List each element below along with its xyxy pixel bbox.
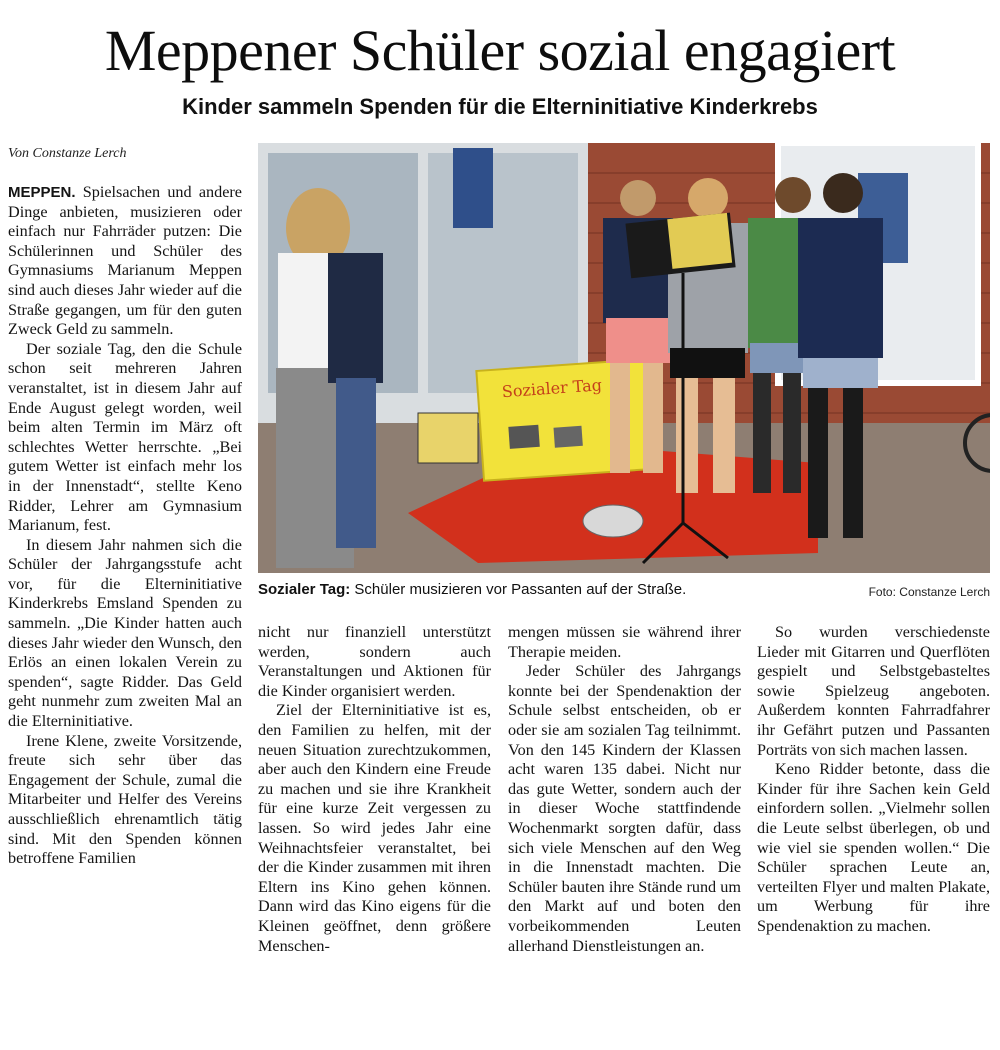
bag [418,413,478,463]
paragraph: In diesem Jahr nahmen sich die Schüler der Jahrgangsstufe acht vor, für die Elterninitiative Kinderkrebs Emsland Spenden zu sammeln. „Die Kinder hatten auch dieses Jahr wieder den Wunsch, den Erlös an einen lokalen Verein zu spenden“, sagte Ridder. Das Geld geht nunmehr zum zweiten Mal an die Elterninitiative. [8,535,242,731]
paragraph: Spielsachen und andere Dinge anbieten, musizieren oder einfach nur Fahrräder putzen: Die Schülerinnen und Schüler des Gymnasiums Marianum Meppen sind auch dieses Jahr wieder auf die Straße gegangen, um für den guten Zweck Geld zu sammeln. [8,183,242,339]
article-photo [258,143,990,573]
paragraph: Ziel der Elterninitiative ist es, den Familien zu helfen, mit der neuen Situation zurechtzukommen, aber auch den Kindern eine Freude zu machen und sie ihre Krankheit für eine kurze Zeit vergessen zu lassen. So wird jedes Jahr eine Weihnachtsfeier veranstaltet, bei der die Kinder zusammen mit ihren Eltern ins Kino gehen können. Dann wird das Kino eigens für die Kleinen geöffnet, denn größere Menschen- [258,701,491,955]
paragraph: Der soziale Tag, den die Schule schon seit mehreren Jahren veranstaltet, ist in diesem Jahr auf Ende August gelegt worden, weil beim alten Termin im März oft schlechtes Wetter herrschte. „Bei gutem Wetter ist einfach mehr los in der Innenstadt“, stellte Keno Ridder, Lehrer am Gymnasium Marianum, fest. [8,339,242,535]
poster-photo [554,426,583,448]
paragraph: mengen müssen sie während ihrer Therapie meiden. [508,623,741,661]
paragraph: Jeder Schüler des Jahrgangs konnte bei der Spendenaktion der Schule selbst entscheiden, ob er oder sie am sozialen Tag teilnimmt. Von den 145 Kindern der Klassen acht waren 135 dabei. Nicht nur das gute Wetter, sondern auch der in dieser Woche stattfindende Wochenmarkt sorgten dafür, dass sich viele Menschen auf den Weg in die Innenstadt machten. Die Schüler bauten ihre Stände rund um den Markt auf und boten den vorbeikommenden Leuten allerhand Dienstleistungen an. [508,662,741,955]
headline: Meppener Schüler sozial engagiert [104,18,896,83]
article-column-1 [8,183,242,869]
byline: Von Constanze Lerch [8,146,127,161]
paragraph: nicht nur finanziell unterstützt werden, sondern auch Veranstaltungen und Aktionen für die Kinder organisiert werden. [258,623,491,700]
paragraph: Irene Klene, zweite Vorsitzende, freute sich sehr über das Engagement der Schule, zumal die Mitarbeiter und Helfer des Vereins ausschließlich ehrenamtlich tätig sind. Mit den Spenden können betroffene Familien [8,731,242,868]
shop-sign [453,148,493,228]
subheadline: Kinder sammeln Spenden für die Elterninitiative Kinderkrebs [182,94,818,119]
paragraph: So wurden verschiedenste Lieder mit Gitarren und Querflöten gespielt und Selbstgebasteltes sowie Spielzeug angeboten. Außerdem konnten Fahrradfahrer ihr Gefährt putzen und Passanten Porträts von sich machen lassen. [757,623,990,759]
photo-credit: Foto: Constanze Lerch [868,585,990,599]
caption-text: Schüler musizieren vor Passanten auf der Straße. [350,581,687,598]
paragraph: Keno Ridder betonte, dass die Kinder für ihre Sachen kein Geld einfordern sollen. „Vielmehr sollen die Leute selbst überlegen, ob und wie viel sie spenden wollen.“ Die Schüler sprachen Leute an, verteilten Flyer und malten Plakate, um Werbung für ihre Spendenaktion zu machen. [757,760,990,935]
caption-label: Sozialer Tag: [258,581,351,598]
boombox [583,505,643,537]
dateline: MEPPEN. [8,184,76,201]
article-column-3 [508,623,741,956]
window-pane [428,153,578,393]
article-column-2 [258,623,491,956]
article-column-4 [757,623,990,937]
child-dark-shirt [328,253,383,548]
poster-photo [508,425,539,449]
street-music-photo [258,143,990,573]
poster-title: Sozialer Tag [501,375,603,402]
